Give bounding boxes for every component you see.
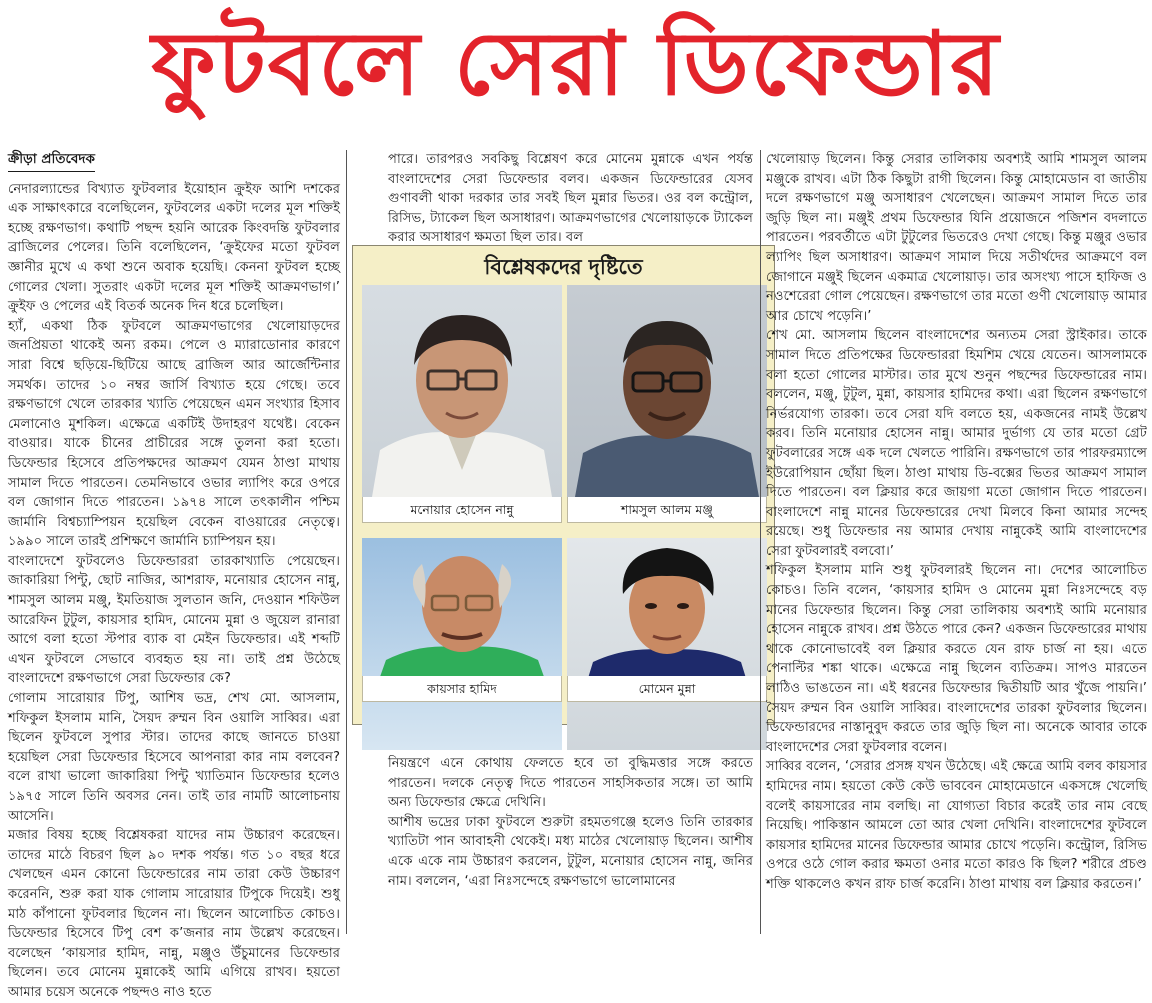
paragraph: সাব্বির বলেন, ‘সেরার প্রসঙ্গ যখন উঠেছে। এই ক্ষেত্রে আমি বলব কায়সার হামিদের নাম। হয়তো কেউ কেউ ভাববেন মোহামেডানে একসঙ্গে খেলেছি বলেই কায়সারের নাম বলছি। না যোগ্যতা বিচার করেই তার নাম বেছে নিয়েছি। পাকিস্তান আমলে তো আর খেলা দেখিনি। বাংলাদেশের ফুটবলে কায়সার হামিদের মানের ডিফেন্ডার আমার চোখে পড়েনি। কন্ট্রোল, রিসিভ ওপরে ওঠে গোল করার ক্ষমতা ওনার মতো কারও কি ছিল? শরীরে প্রচণ্ড শক্তি থাকলেও কখন রাফ চার্জ করেনি। ঠাণ্ডা মাথায় বল ক্লিয়ার করতেন।’	[766, 759, 1147, 892]
portrait-photo	[567, 538, 767, 750]
portrait-illustration	[567, 285, 767, 497]
analysts-panel	[352, 245, 775, 725]
portrait-photo	[362, 538, 562, 750]
photo-card	[362, 285, 562, 523]
photo-card	[362, 538, 562, 750]
photo-caption: মনোয়ার হোসেন নান্নু	[362, 497, 562, 523]
paragraph: পারে। তারপরও সবকিছু বিশ্লেষণ করে মোনেম মুন্নাকে এখন পর্যন্ত বাংলাদেশের সেরা ডিফেন্ডার বলব। একজন ডিফেন্ডারের যেসব গুণাবলী থাকা দরকার তার সবই ছিল মুন্নার ভিতর। ওর বল কন্ট্রোল, রিসিভ, ট্যাকেল ছিল অসাধারণ। আক্রমণভাগের খেলোয়াড়কে ট্যাকেল করার অসাধারণ ক্ষমতা ছিল তার। বল	[388, 152, 753, 246]
photo-caption: শামসুল আলম মঞ্জু	[567, 497, 767, 523]
paragraph: মজার বিষয় হচ্ছে বিশ্লেষকরা যাদের নাম উচ্চারণ করেছেন। তাদের মাঠে বিচরণ ছিল ৯০ দশক পর্যন্ত। গত ১০ বছর ধরে খেলছেন এমন কোনো ডিফেন্ডারের নাম তারা কেউ উচ্চারণ করেননি, শুরু করা যাক গোলাম সারোয়ার টিপুকে দিয়েই। শুধু মাঠ কাঁপানো ফুটবলার ছিলেন না। ছিলেন আলোচিত কোচও। ডিফেন্ডার হিসেবে টিপু বেশ ক’জনার নাম উল্লেখ করেছেন। বলেছেন ‘কায়সার হামিদ, নান্নু, মঞ্জুও উঁচুমানের ডিফেন্ডার ছিলেন। তবে মোনেম মুন্নাকেই আমি এগিয়ে রাখব। হয়তো আমার চয়েস অনেকে পছন্দও নাও হতে	[8, 828, 340, 1000]
photo-caption: মোমেন মুন্না	[567, 676, 767, 702]
paragraph: বাংলাদেশে ফুটবলেও ডিফেন্ডাররা তারকাখ্যাতি পেয়েছেন। জাকারিয়া পিন্টু, ছোট নাজির, আশরাফ, মনোয়ার হোসেন নান্নু, শামসুল আলম মঞ্জু, ইমতিয়াজ সুলতান জনি, দেওয়ান শফিউল আরেফিন টুটুল, কায়সার হামিদ, মোনেম মুন্না ও জুয়েল রানারা আগে বলা হতো স্টপার ব্যাক বা মেইন ডিফেন্ডার। এই শব্দটি এখন ফুটবলে সেভাবে ব্যবহৃত হয় না। তাই প্রশ্ন উঠেছে বাংলাদেশে রক্ষণভাগে সেরা ডিফেন্ডার কে?	[8, 553, 340, 687]
paragraph: হ্যাঁ, একথা ঠিক ফুটবলে আক্রমণভাগের খেলোয়াড়দের জনপ্রিয়তা থাকেই অন্য রকম। পেলে ও ম্যারাডোনার কারণে সারা বিশ্বে ছড়িয়ে-ছিটিয়ে আছে ব্রাজিল আর আর্জেন্টিনার সমর্থক। তাদের ১০ নম্বর জার্সি বিখ্যাত হয়ে গেছে। তবে রক্ষণভাগে খেলে তারকার খ্যাতি পেয়েছেন এমন সংখ্যার হিসাব মেলানোও মুশকিল। এক্ষেত্রে একটিই উদাহরণ যথেষ্ট। বেকেন বাওয়ার। যাকে চীনের প্রাচীরের সঙ্গে তুলনা করা হতো। ডিফেন্ডার হিসেবে প্রতিপক্ষদের আক্রমণ যেমন ঠাণ্ডা মাথায় সামাল দিতে পারতেন। তেমনিভাবে ওভার ল্যাপিং করে ওপরে বল জোগান দিতে পারতেন। ১৯৭৪ সালে তৎকালীন পশ্চিম জার্মানি বিশ্বচ্যাম্পিয়ন হয়েছিল বেকেন বাওয়ারের নেতৃত্বে। ১৯৯০ সালে তারই প্রশিক্ষণে জার্মানি চ্যাম্পিয়ন হয়।	[8, 318, 340, 550]
paragraph: শফিকুল ইসলাম মানি শুধু ফুটবলারই ছিলেন না। দেশের আলোচিত কোচও। তিনি বলেন, ‘কায়সার হামিদ ও মোনেম মুন্না নিঃসন্দেহে বড় মানের ডিফেন্ডার ছিলেন। কিন্তু সেরা তালিকায় অবশ্যই আমি মনোয়ার হোসেন নান্নুকে রাখব। প্রশ্ন উঠতে পারে কেন? একজন ডিফেন্ডারের মাথায় থাকে কোনোভাবেই বল ক্লিয়ার করতে যেন রাফ চার্জ না হয়। এতে পেনাল্টির শঙ্কা থাকে। এক্ষেত্রে নান্নু ছিলেন ব্যতিক্রম। সাপও মারতেন লাঠিও ভাঙতেন না। এই ধরনের ডিফেন্ডার দ্বিতীয়টি আর খুঁজে পায়নি।’ সৈয়দ রুম্মন বিন ওয়ালি সাব্বির। বাংলাদেশের তারকা ফুটবলার ছিলেন। ডিফেন্ডারদের নাস্তানুবুদ করতে তার জুড়ি ছিল না। অনেকে আবার তাকে বাংলাদেশের সেরা ফুটবলার বলেন।	[766, 563, 1147, 755]
paragraph: আশীষ ভদ্রের ঢাকা ফুটবলে শুরুটা রহমতগঞ্জে হলেও তিনি তারকার খ্যাতিটা পান আবাহনী থেকেই। মধ্য মাঠের খেলোয়াড় ছিলেন। আশীষ একে একে নাম উচ্চারণ করলেন, টুটুল, মনোয়ার হোসেন নান্নু, জনির নাম। বললেন, ‘এরা নিঃসন্দেহে রক্ষণভাগে ভালোমানের	[388, 814, 753, 889]
portrait-illustration	[567, 538, 767, 688]
portrait-illustration	[362, 285, 562, 497]
photo-card	[567, 538, 767, 750]
article-column-2-top	[388, 150, 753, 246]
column-divider	[346, 150, 347, 934]
paragraph: খেলোয়াড় ছিলেন। কিন্তু সেরার তালিকায় অবশ্যই আমি শামসুল আলম মঞ্জুকে রাখব। এটা ঠিক কিছুটা রাগী ছিলেন। কিন্তু মোহামেডান বা জাতীয় দলে রক্ষণভাগে মঞ্জু অসাধারণ খেলেছেন। আক্রমণ সামাল দিতে তার জুড়ি ছিল না। মঞ্জুই প্রথম ডিফেন্ডার যিনি প্রয়োজনে পজিশন বদলাতে পারতেন। পরবর্তীতে এটা টুটুলের ভিতরেও দেখা গেছে। কিন্তু মঞ্জুর ওভার ল্যাপিং ছিল অসাধারণ। আক্রমণ সামাল দিয়ে সতীর্থদের আক্রমণে বল জোগানে মঞ্জুই ছিলেন একমাত্র খেলোয়াড়। তার অসংখ্য পাসে হাফিজ ও নওশেরেরা গোল পেয়েছেন। রক্ষণভাগে তার মতো গুণী খেলোয়াড় আমার আর চোখে পড়েনি।’	[766, 152, 1147, 324]
paragraph: শেখ মো. আসলাম ছিলেন বাংলাদেশের অন্যতম সেরা স্ট্রাইকার। তাকে সামাল দিতে প্রতিপক্ষের ডিফেন্ডাররা হিমশিম খেয়ে যেতেন। আসলামকে বলা হতো গোলের মাস্টার। তার মুখে শুনুন পছন্দের ডিফেন্ডারের নাম। বললেন, মঞ্জু, টুটুল, মুন্না, কায়সার হামিদের কথা। এরা ছিলেন রক্ষণভাগে নির্ভরযোগ্য তারকা। তবে সেরা যদি বলতে হয়, একজনের নামই উল্লেখ করব। তিনি মনোয়ার হোসেন নান্নু। আমার দুর্ভাগ্য যে তার মতো গ্রেট ফুটবলারের সঙ্গে এক দলে খেলতে পারিনি। রক্ষণভাগে তার পারফরম্যান্সে ইউরোপিয়ান ছোঁয়া ছিল। ঠাণ্ডা মাথায় ডি-বক্সের ভিতর আক্রমণ সামাল দিতে পারতেন। বল ক্লিয়ার করে জায়গা মতো জোগান দিতে পারতেন। বাংলাদেশে নান্নু মানের ডিফেন্ডারের দেখা মিলবে কিনা আমার সন্দেহ রয়েছে। শুধু ডিফেন্ডার নয় আমার দেখায় নান্নুকেই আমি বাংলাদেশের সেরা ফুটবলারই বলবো।’	[766, 328, 1147, 559]
headline: ফুটবলে সেরা ডিফেন্ডার	[151, 12, 1001, 115]
paragraph: নিয়ন্ত্রণে এনে কোথায় ফেলতে হবে তা বুদ্ধিমত্তার সঙ্গে করতে পারতেন। দলকে নেতৃত্ব দিতে পারতেন সাহসিকতার সঙ্গে। তা আমি অন্য ডিফেন্ডার ক্ষেত্রে দেখিনি।	[388, 756, 753, 811]
portrait-photo	[567, 285, 767, 497]
portrait-illustration	[362, 538, 562, 688]
paragraph: গোলাম সারোয়ার টিপু, আশিষ ভদ্র, শেখ মো. আসলাম, শফিকুল ইসলাম মানি, সৈয়দ রুম্মন বিন ওয়ালি সাব্বির। এরা ছিলেন ফুটবলে সুপার স্টার। তাদের কাছে জানতে চাওয়া হয়েছিল সেরা ডিফেন্ডার হিসেবে আপনারা কার নাম বলবেন? বলে রাখা ভালো জাকারিয়া পিন্টু খ্যাতিমান ডিফেন্ডার হলেও ১৯৭৫ সালে তিনি অবসর নেন। তাই তার নামটি আলোচনায় আসেনি।	[8, 691, 340, 824]
byline: ক্রীড়া প্রতিবেদক	[8, 150, 95, 172]
column-divider	[760, 150, 761, 934]
portrait-photo	[362, 285, 562, 497]
article-column-1	[8, 150, 340, 1000]
article-column-2-bottom	[388, 754, 753, 934]
panel-title: বিশ্লেষকদের দৃষ্টিতে	[484, 255, 643, 279]
article-column-3	[766, 150, 1147, 934]
photo-caption: কায়সার হামিদ	[362, 676, 562, 702]
photo-card	[567, 285, 767, 523]
paragraph: নেদারল্যান্ডের বিখ্যাত ফুটবলার ইয়োহান ক্রুইফ আশি দশকের এক সাক্ষাৎকারে বলেছিলেন, ফুটবলের একটা দলের মূল শক্তিই হচ্ছে রক্ষণভাগ। কথাটি পছন্দ হয়নি আরেক কিংবদন্তি ফুটবলার ব্রাজিলের পেলের। তিনি বলেছিলেন, ‘ক্রুইফের মতো ফুটবল জ্ঞানীর মুখে এ কথা শুনে অবাক হয়েছি। কেননা ফুটবল হচ্ছে গোলের খেলা। সুতরাং একটা দলের মূল শক্তিই আক্রমণভাগ।’ ক্রুইফ ও পেলের এই বিতর্ক অনেক দিন ধরে চলেছিল।	[8, 181, 340, 315]
